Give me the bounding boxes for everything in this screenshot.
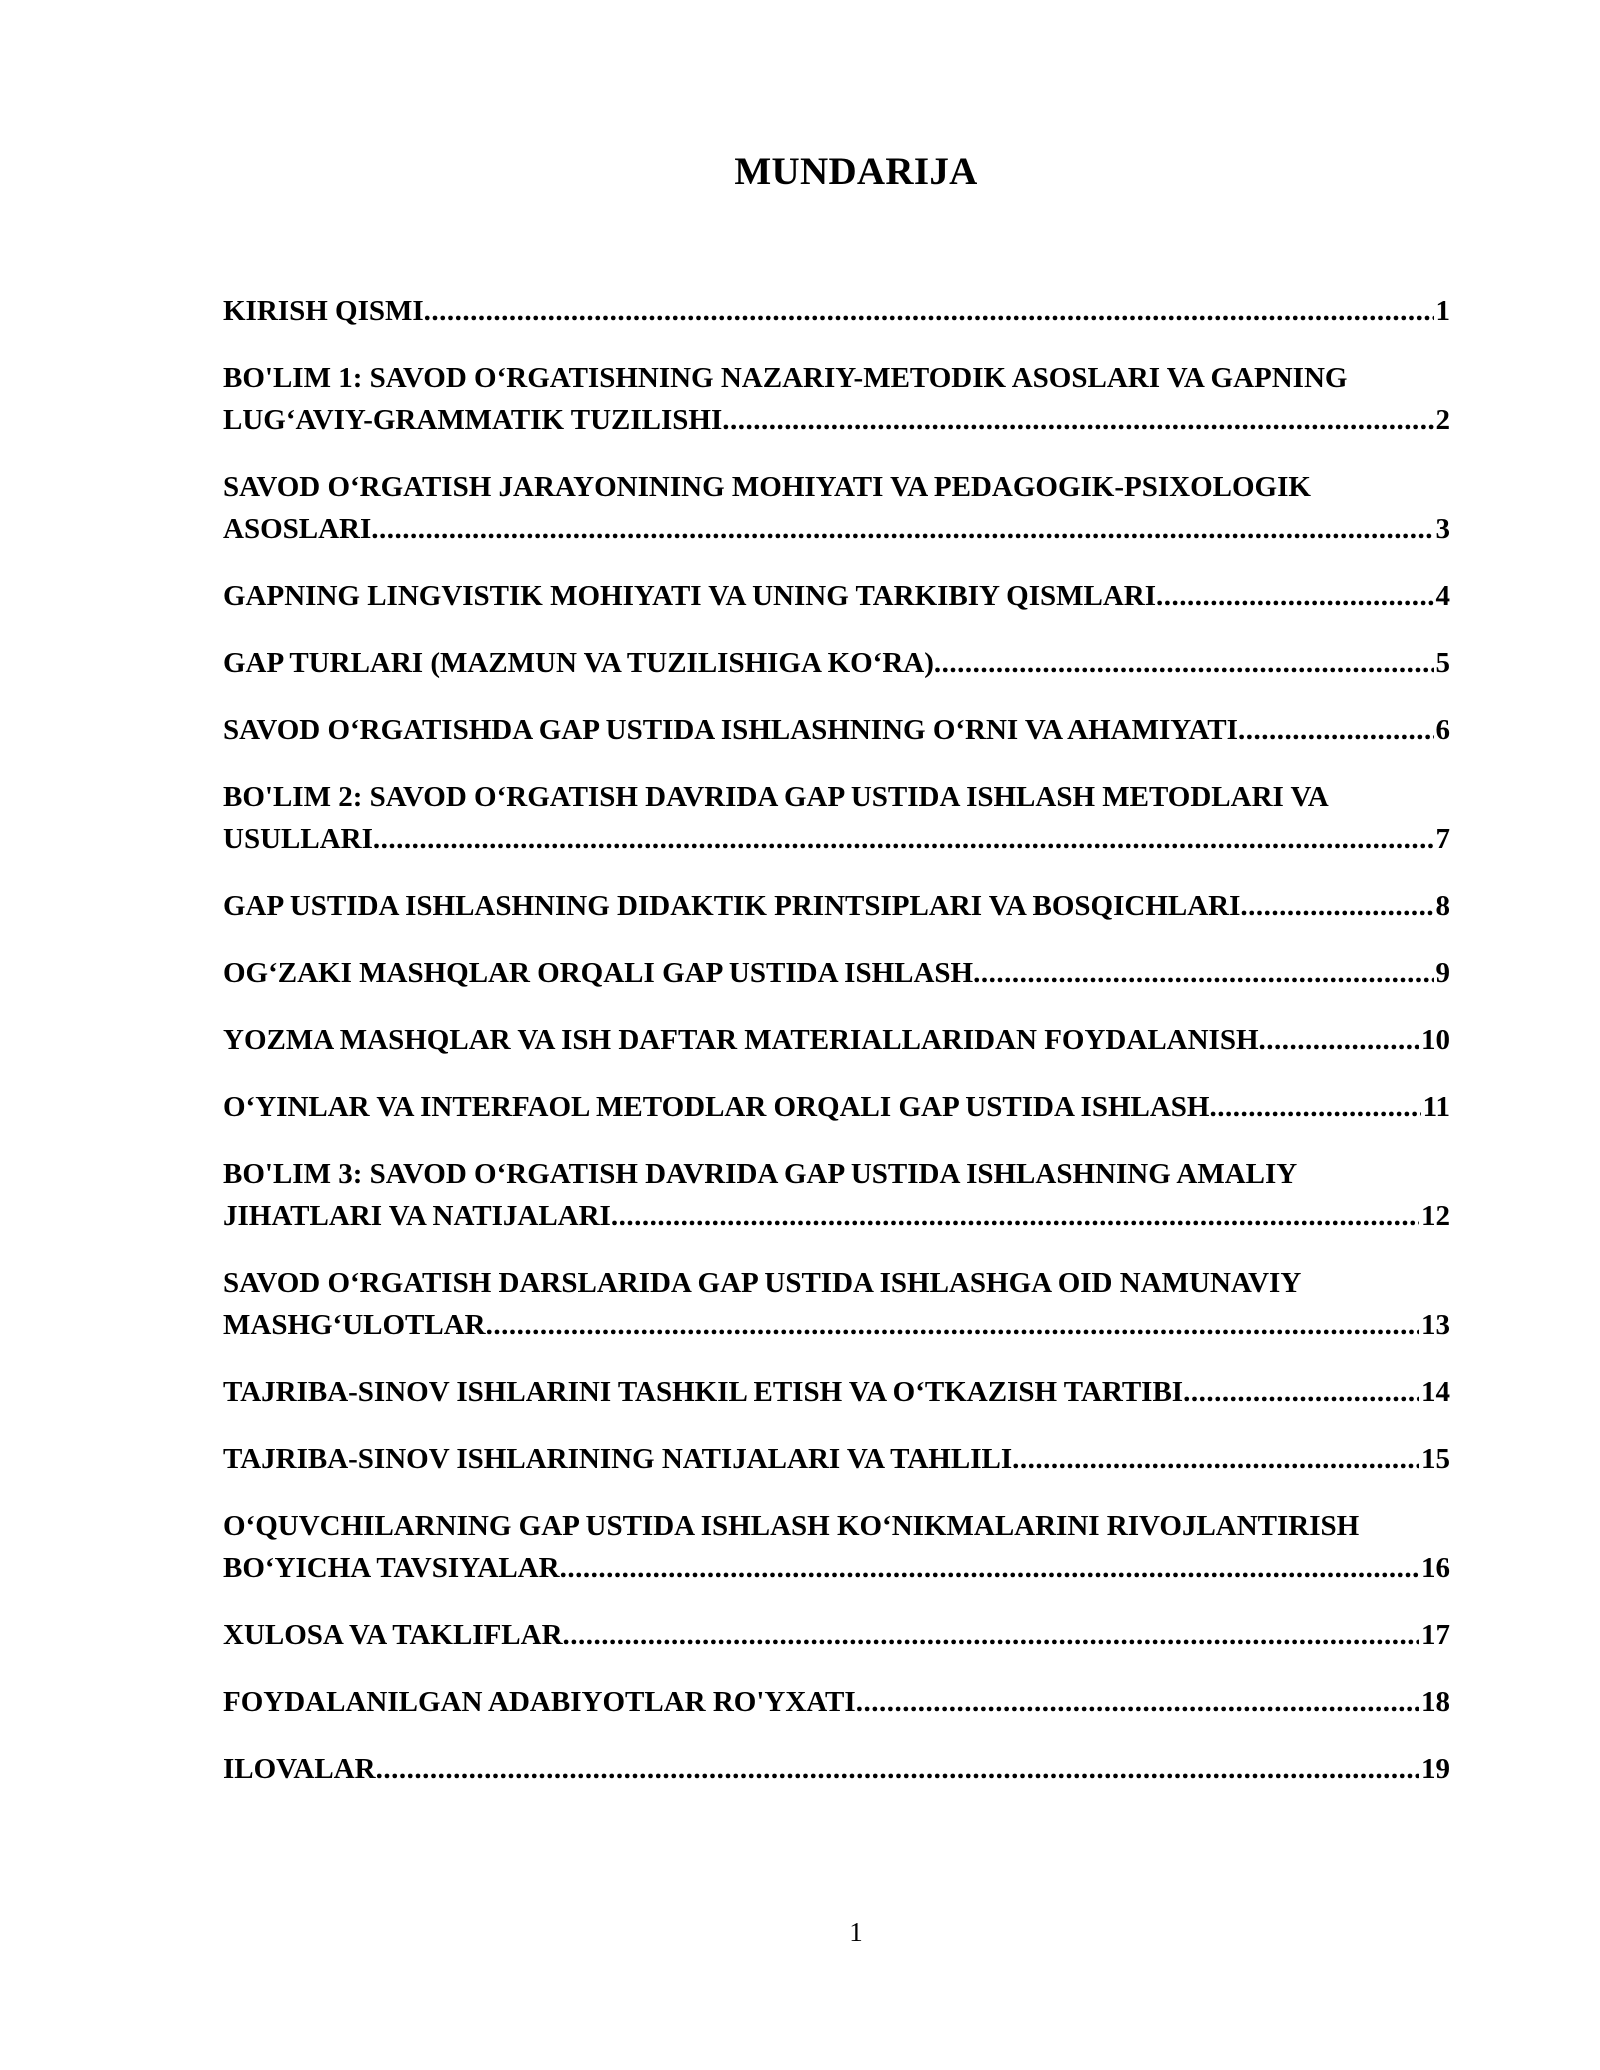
dot-leader (373, 818, 1434, 860)
toc-page-number: 2 (1435, 404, 1450, 436)
toc-entry-title-line1: O‘QUVCHILARNING GAP USTIDA ISHLASH KO‘NIKMALARINI RIVOJLANTIRISH (223, 1510, 1360, 1542)
toc-page-number: 6 (1435, 714, 1450, 746)
toc-entry-title: YOZMA MASHQLAR VA ISH DAFTAR MATERIALLARIDAN FOYDALANISH (223, 1024, 1259, 1056)
dot-leader (486, 1304, 1419, 1346)
toc-entry-title-line1: SAVOD O‘RGATISH DARSLARIDA GAP USTIDA ISHLASHGA OID NAMUNAVIY (223, 1267, 1302, 1299)
toc-entry-line (223, 1748, 1450, 1790)
dot-leader (563, 1614, 1419, 1656)
toc-entry-title: GAP USTIDA ISHLASHNING DIDAKTIK PRINTSIPLARI VA BOSQICHLARI (223, 890, 1241, 922)
toc-page-number: 7 (1435, 823, 1450, 855)
toc-entry-title: USULLARI (223, 823, 373, 855)
toc-entry-17[interactable] (223, 1614, 1450, 1656)
toc-entry-8[interactable] (223, 885, 1450, 927)
table-of-contents (223, 290, 1450, 1815)
toc-entry-16[interactable] (223, 1505, 1450, 1589)
dot-leader (973, 952, 1433, 994)
toc-entry-title: TAJRIBA-SINOV ISHLARINING NATIJALARI VA TAHLILI (223, 1443, 1013, 1475)
toc-page-number: 19 (1421, 1753, 1450, 1785)
toc-entry-line (223, 575, 1450, 617)
toc-page-number: 9 (1435, 957, 1450, 989)
dot-leader (371, 508, 1433, 550)
toc-entry-7[interactable] (223, 776, 1450, 860)
dot-leader (1240, 885, 1433, 927)
toc-entry-title-line1: BO'LIM 1: SAVOD O‘RGATISHNING NAZARIY-METODIK ASOSLARI VA GAPNING (223, 362, 1348, 394)
toc-entry-title: KIRISH QISMI (223, 295, 424, 327)
toc-entry-line (223, 1547, 1450, 1589)
toc-entry-line (223, 1304, 1450, 1346)
toc-entry-line (223, 1681, 1450, 1723)
dot-leader (1183, 1371, 1419, 1413)
dot-leader (722, 399, 1433, 441)
toc-entry-1[interactable] (223, 290, 1450, 332)
toc-entry-title: ILOVALAR (223, 1753, 376, 1785)
toc-entry-title: OG‘ZAKI MASHQLAR ORQALI GAP USTIDA ISHLASH (223, 957, 974, 989)
toc-page-number: 14 (1421, 1376, 1450, 1408)
dot-leader (1012, 1438, 1419, 1480)
toc-entry-title: BO‘YICHA TAVSIYALAR (223, 1552, 560, 1584)
toc-entry-title: MASHG‘ULOTLAR (223, 1309, 486, 1341)
toc-entry-line (223, 818, 1450, 860)
page-number: 1 (849, 1917, 863, 1947)
toc-page-number: 3 (1435, 513, 1450, 545)
toc-entry-5[interactable] (223, 642, 1450, 684)
toc-entry-title-line1: SAVOD O‘RGATISH JARAYONINING MOHIYATI VA PEDAGOGIK-PSIXOLOGIK (223, 471, 1311, 503)
toc-entry-line (223, 709, 1450, 751)
toc-entry-11[interactable] (223, 1086, 1450, 1128)
toc-page-number: 15 (1421, 1443, 1450, 1475)
toc-page-number: 12 (1421, 1200, 1450, 1232)
toc-entry-18[interactable] (223, 1681, 1450, 1723)
toc-page-number: 5 (1435, 647, 1450, 679)
toc-entry-title: XULOSA VA TAKLIFLAR (223, 1619, 563, 1651)
toc-entry-title: JIHATLARI VA NATIJALARI (223, 1200, 611, 1232)
toc-entry-title: SAVOD O‘RGATISHDA GAP USTIDA ISHLASHNING O‘RNI VA AHAMIYATI (223, 714, 1238, 746)
toc-entry-line (223, 1371, 1450, 1413)
dot-leader (934, 642, 1434, 684)
toc-page-number: 11 (1422, 1091, 1450, 1123)
toc-entry-3[interactable] (223, 466, 1450, 550)
toc-entry-line (223, 642, 1450, 684)
toc-entry-19[interactable] (223, 1748, 1450, 1790)
toc-entry-line (223, 1086, 1450, 1128)
toc-entry-line (223, 952, 1450, 994)
toc-page-number: 8 (1435, 890, 1450, 922)
toc-page-number: 13 (1421, 1309, 1450, 1341)
dot-leader (560, 1547, 1419, 1589)
toc-entry-title: LUG‘AVIY-GRAMMATIK TUZILISHI (223, 404, 723, 436)
dot-leader (1156, 575, 1433, 617)
toc-entry-title: O‘YINLAR VA INTERFAOL METODLAR ORQALI GAP USTIDA ISHLASH (223, 1091, 1210, 1123)
toc-entry-line (223, 290, 1450, 332)
toc-entry-14[interactable] (223, 1371, 1450, 1413)
toc-entry-4[interactable] (223, 575, 1450, 617)
toc-entry-title: GAP TURLARI (MAZMUN VA TUZILISHIGA KO‘RA) (223, 647, 934, 679)
toc-entry-2[interactable] (223, 357, 1450, 441)
toc-entry-title-line1: BO'LIM 3: SAVOD O‘RGATISH DAVRIDA GAP USTIDA ISHLASHNING AMALIY (223, 1158, 1298, 1190)
dot-leader (1238, 709, 1434, 751)
toc-entry-line (223, 1614, 1450, 1656)
toc-entry-13[interactable] (223, 1262, 1450, 1346)
toc-page-number: 4 (1435, 580, 1450, 612)
toc-entry-line (223, 885, 1450, 927)
toc-entry-title: ASOSLARI (223, 513, 372, 545)
toc-page-number: 18 (1421, 1686, 1450, 1718)
dot-leader (856, 1681, 1419, 1723)
toc-entry-6[interactable] (223, 709, 1450, 751)
toc-entry-line (223, 1438, 1450, 1480)
toc-entry-9[interactable] (223, 952, 1450, 994)
toc-entry-title: TAJRIBA-SINOV ISHLARINI TASHKIL ETISH VA O‘TKAZISH TARTIBI (223, 1376, 1184, 1408)
toc-entry-title: GAPNING LINGVISTIK MOHIYATI VA UNING TARKIBIY QISMLARI (223, 580, 1157, 612)
dot-leader (1209, 1086, 1420, 1128)
toc-entry-15[interactable] (223, 1438, 1450, 1480)
toc-page-number: 1 (1435, 295, 1450, 327)
toc-entry-line (223, 399, 1450, 441)
toc-entry-line (223, 1019, 1450, 1061)
dot-leader (611, 1195, 1419, 1237)
toc-entry-12[interactable] (223, 1153, 1450, 1237)
dot-leader (424, 290, 1434, 332)
toc-page-number: 17 (1421, 1619, 1450, 1651)
toc-entry-line (223, 508, 1450, 550)
document-title: MUNDARIJA (734, 150, 978, 193)
dot-leader (376, 1748, 1419, 1790)
toc-entry-10[interactable] (223, 1019, 1450, 1061)
toc-entry-line (223, 1195, 1450, 1237)
toc-entry-title: FOYDALANILGAN ADABIYOTLAR RO'YXATI (223, 1686, 856, 1718)
toc-page-number: 10 (1421, 1024, 1450, 1056)
toc-entry-title-line1: BO'LIM 2: SAVOD O‘RGATISH DAVRIDA GAP USTIDA ISHLASH METODLARI VA (223, 781, 1329, 813)
dot-leader (1259, 1019, 1419, 1061)
toc-page-number: 16 (1421, 1552, 1450, 1584)
